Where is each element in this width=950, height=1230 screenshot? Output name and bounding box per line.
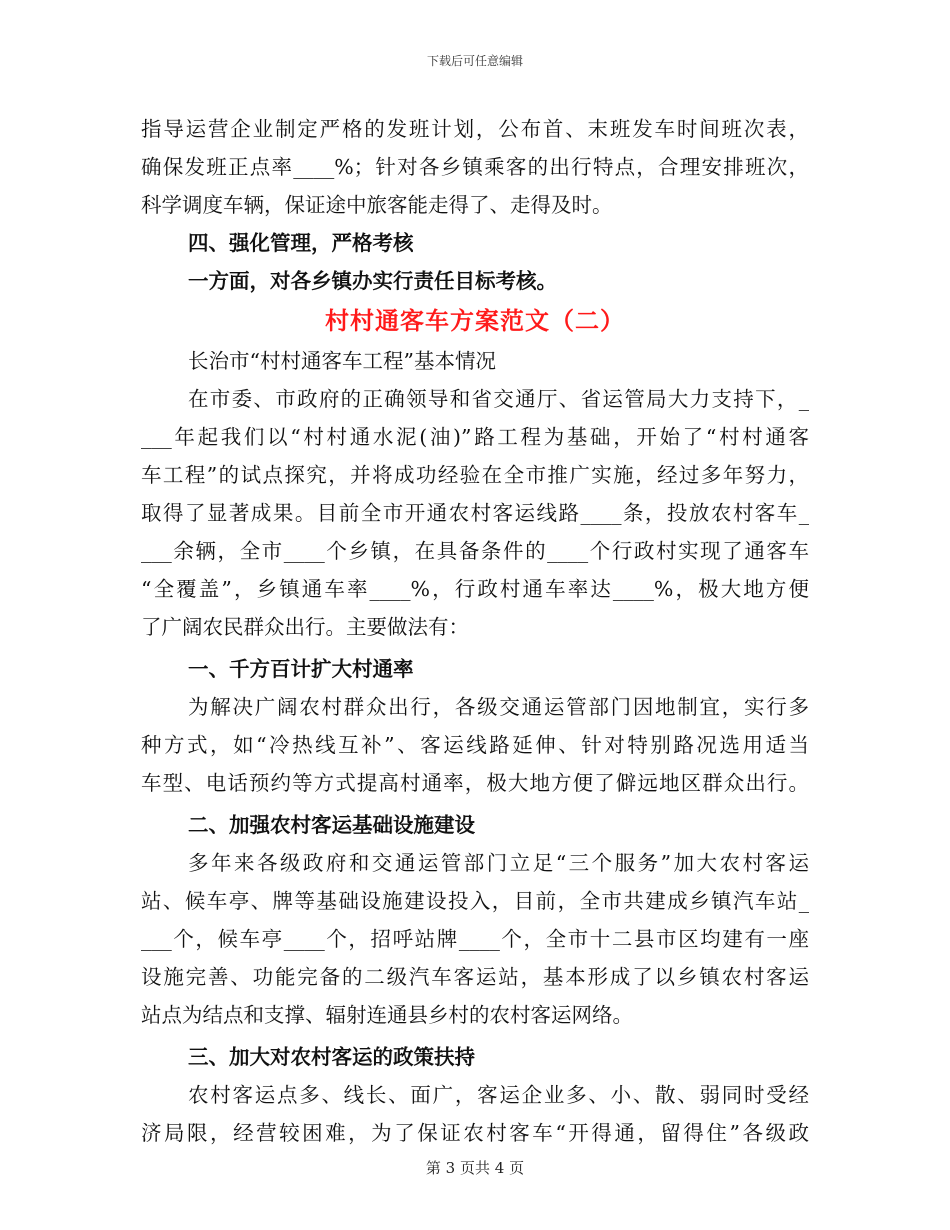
section-heading-two: 二、加强农村客运基础设施建设: [188, 813, 475, 837]
document-title: 村村通客车方案范文（二）: [325, 306, 625, 335]
paragraph-line: 指导运营企业制定严格的发班计划，公布首、末班发车时间班次表，: [141, 117, 809, 141]
section-heading-four: 四、强化管理，严格考核: [188, 231, 414, 255]
section-subheading-aspect: 一方面，对各乡镇办实行责任目标考核。: [188, 269, 557, 293]
paragraph-line: 济局限，经营较困难，为了保证农村客车“开得通，留得住”各级政: [141, 1121, 809, 1145]
paragraph-line: “全覆盖”，乡镇通车率____%，行政村通车率达____%，极大地方便: [141, 577, 809, 601]
paragraph-line: ___年起我们以“村村通水泥(油)”路工程为基础，开始了“村村通客: [141, 425, 809, 449]
document-body: [141, 110, 809, 1152]
paragraph-line: 多年来各级政府和交通运管部门立足“三个服务”加大农村客运: [188, 851, 809, 875]
paragraph-line: 为解决广阔农村群众出行，各级交通运管部门因地制宜，实行多: [188, 695, 809, 719]
page-header-note: 下载后可任意编辑: [426, 54, 523, 68]
paragraph-line: 取得了显著成果。目前全市开通农村客运线路____条，投放农村客车_: [141, 501, 809, 525]
paragraph-line: 农村客运点多、线长、面广，客运企业多、小、散、弱同时受经: [188, 1083, 809, 1107]
subtitle: 长治市“村村通客车工程”基本情况: [188, 349, 496, 373]
paragraph-line: 科学调度车辆，保证途中旅客能走得了、走得及时。: [141, 193, 613, 217]
paragraph-line: 确保发班正点率____%；针对各乡镇乘客的出行特点，合理安排班次，: [141, 155, 809, 179]
paragraph-line: 设施完善、功能完备的二级汽车客运站，基本形成了以乡镇农村客运: [141, 965, 809, 989]
section-heading-three: 三、加大对农村客运的政策扶持: [188, 1045, 475, 1069]
paragraph-line: 了广阔农民群众出行。主要做法有：: [141, 615, 469, 639]
paragraph-line: 车工程”的试点探究，并将成功经验在全市推广实施，经过多年努力，: [141, 463, 809, 487]
paragraph-line: 站点为结点和支撑、辐射连通县乡村的农村客运网络。: [141, 1003, 633, 1027]
paragraph-line: ___余辆，全市____个乡镇，在具备条件的____个行政村实现了通客车: [141, 539, 809, 563]
paragraph-line: ___个，候车亭____个，招呼站牌____个，全市十二县市区均建有一座: [141, 927, 809, 951]
paragraph-line: 在市委、市政府的正确领导和省交通厅、省运管局大力支持下，_: [188, 387, 809, 411]
section-heading-one: 一、千方百计扩大村通率: [188, 657, 414, 681]
paragraph-line: 站、候车亭、牌等基础设施建设投入，目前，全市共建成乡镇汽车站_: [141, 889, 809, 913]
page-number-footer: 第 3 页共 4 页: [425, 1159, 525, 1177]
paragraph-line: 种方式，如“冷热线互补”、客运线路延伸、针对特别路况选用适当: [141, 733, 809, 757]
paragraph-line: 车型、电话预约等方式提高村通率，极大地方便了僻远地区群众出行。: [141, 771, 809, 795]
